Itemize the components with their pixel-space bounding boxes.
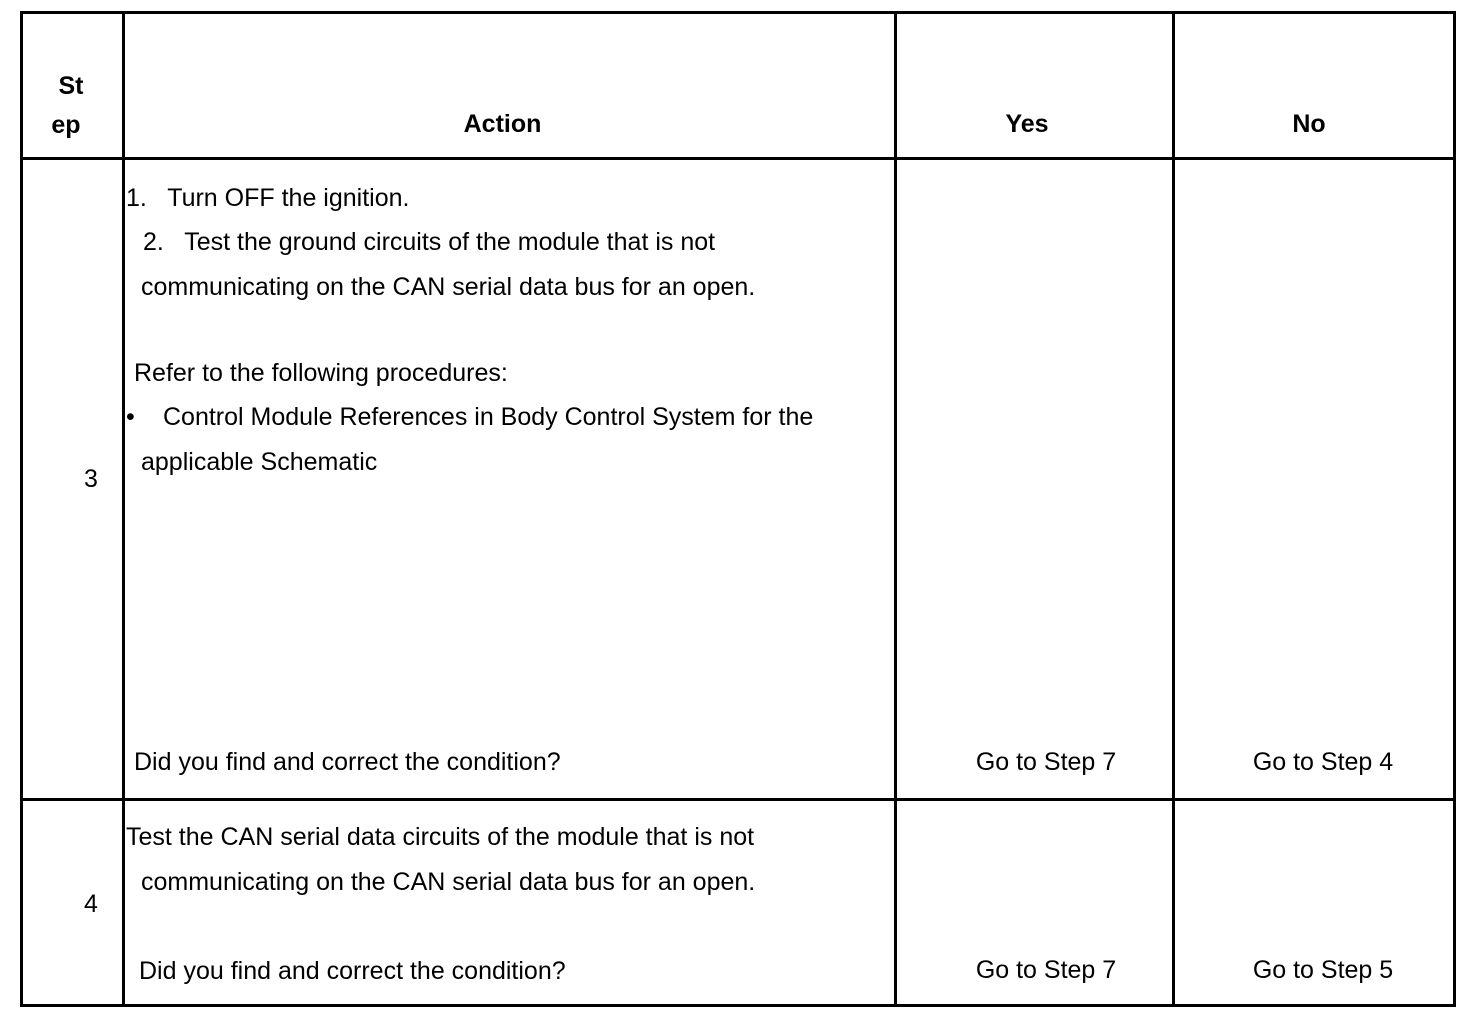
action-line-2: communicating on the CAN serial data bus for an open. (141, 868, 756, 896)
col-divider-step (122, 11, 125, 1007)
bullet-icon: • (126, 403, 135, 431)
table-border-top (20, 11, 1456, 14)
table-border-left (20, 11, 23, 1007)
diagnostic-table (20, 11, 1456, 1007)
header-step-line1: St (58, 72, 84, 100)
action-item-1: 1. Turn OFF the ignition. (126, 184, 410, 212)
yes-result: Go to Step 7 (975, 956, 1117, 984)
table-border-right (1453, 11, 1456, 1007)
col-divider-yes (1172, 11, 1175, 1007)
header-step-line2: ep (51, 111, 81, 139)
step-number: 3 (84, 465, 98, 493)
action-bullet-cont: applicable Schematic (141, 448, 378, 476)
action-refer: Refer to the following procedures: (134, 359, 508, 387)
header-action: Action (463, 110, 542, 138)
header-no: No (1292, 110, 1326, 138)
row-divider (20, 798, 1456, 801)
header-divider (20, 157, 1456, 160)
col-divider-action (894, 11, 897, 1007)
step-number: 4 (84, 890, 98, 918)
action-item-2: 2. Test the ground circuits of the module that is not (143, 228, 716, 256)
action-line-1: Test the CAN serial data circuits of the module that is not (126, 823, 755, 851)
action-item-2-cont: communicating on the CAN serial data bus for an open. (141, 273, 756, 301)
action-bullet-text: Control Module References in Body Control System for the (163, 403, 814, 431)
action-question: Did you find and correct the condition? (139, 957, 566, 985)
no-result: Go to Step 5 (1252, 956, 1394, 984)
action-question: Did you find and correct the condition? (134, 748, 561, 776)
no-result: Go to Step 4 (1252, 748, 1394, 776)
yes-result: Go to Step 7 (975, 748, 1117, 776)
header-yes: Yes (1005, 110, 1049, 138)
table-border-bottom (20, 1004, 1456, 1007)
